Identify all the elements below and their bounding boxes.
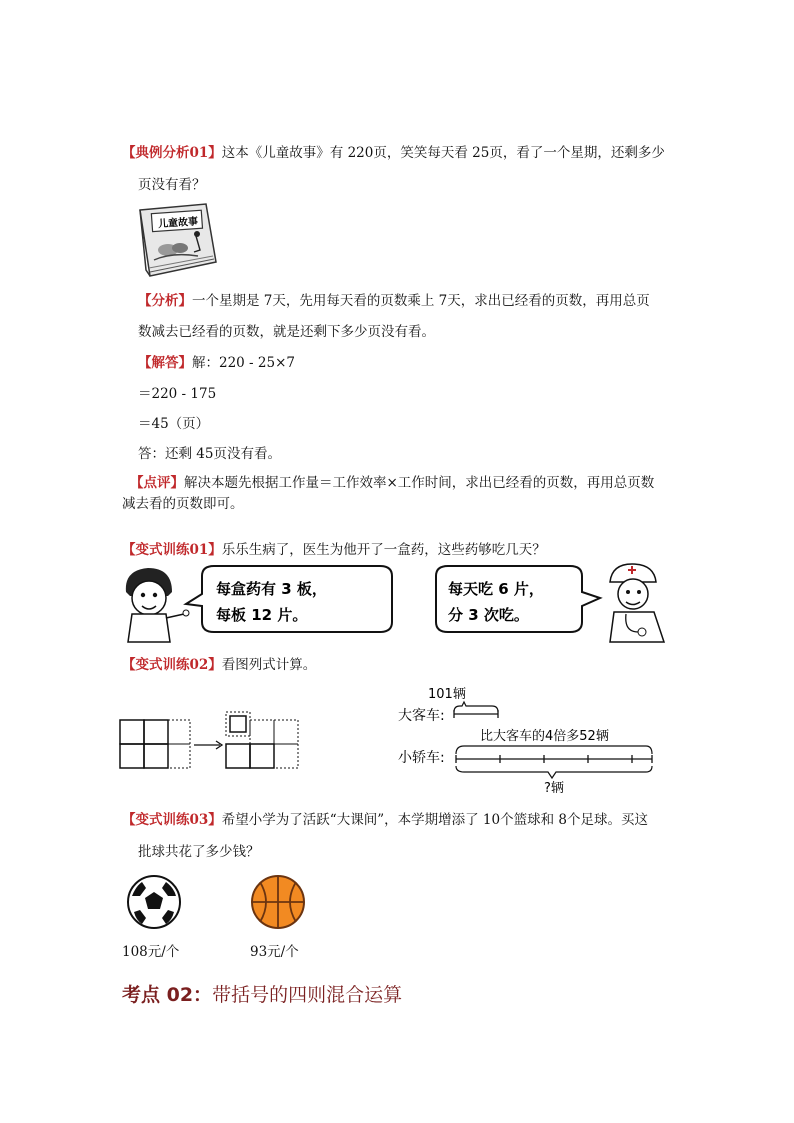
bubble-left-line2: 每板 12 片。 (216, 606, 308, 624)
bubble-left-line1: 每盒药有 3 板， (216, 580, 327, 598)
answer-lead: 解：220 - 25×7 (192, 355, 295, 371)
example-question-line1 (122, 143, 665, 163)
variant02-text: 看图列式计算。 (221, 657, 317, 673)
variant03-tag: 【变式训练03】 (122, 812, 222, 828)
analysis-text: 一个星期是 7天，先用每天看的页数乘上 7天，求出已经看的页数，再用总页 (192, 293, 650, 309)
bubble-right-line2: 分 3 次吃。 (448, 606, 529, 624)
comment-text: 解决本题先根据工作量＝工作效率×工作时间，求出已经看的页数，再用总页数 (184, 475, 655, 491)
book-illustration (136, 202, 220, 280)
answer-step2: ＝220 - 175 (138, 386, 217, 402)
variant01-text: 乐乐生病了，医生为他开了一盒药，这些药够吃几天？ (221, 542, 546, 558)
comment-line2: 减去看的页数即可。 (122, 496, 244, 512)
answer-line1 (138, 353, 295, 373)
example-question-line2: 页没有看？ (138, 177, 206, 193)
basketball-price: 93元/个 (250, 944, 299, 960)
analysis-line1 (138, 291, 650, 311)
big-bus-count: 101辆 (428, 687, 466, 702)
soccer-price: 108元/个 (122, 944, 180, 960)
bubble-right-line1: 每天吃 6 片， (448, 580, 544, 598)
answer-step3: ＝45（页） (138, 416, 210, 432)
variant02-line (122, 655, 316, 675)
variant03-text: 希望小学为了活跃“大课间”，本学期增添了 10个篮球和 8个足球。买这 (221, 812, 648, 828)
car-question: ?辆 (544, 781, 564, 796)
big-bus-label: 大客车: (398, 708, 445, 724)
boy-figure (126, 568, 189, 642)
medicine-illustration (118, 562, 674, 646)
answer-tag: 【解答】 (138, 355, 192, 371)
variant03-line2: 批球共花了多少钱？ (138, 844, 260, 860)
soccer-ball-icon (126, 874, 182, 930)
section-label: 考点 02： (122, 984, 213, 1006)
car-note: 比大客车的4倍多52辆 (480, 729, 609, 744)
book-cover-title: 儿童故事 (157, 216, 199, 231)
section-heading (122, 980, 402, 1007)
variant03-line1 (122, 810, 648, 830)
variant02-tag: 【变式训练02】 (122, 657, 222, 673)
section-title: 带括号的四则混合运算 (212, 984, 403, 1006)
variant01-line (122, 540, 546, 560)
line-segment-diagram (396, 682, 660, 796)
basketball-icon (250, 874, 306, 930)
example-tag: 【典例分析01】 (122, 145, 222, 161)
analysis-line2: 数减去已经看的页数，就是还剩下多少页没有看。 (138, 324, 435, 340)
comment-line1 (130, 473, 654, 493)
example-question-text: 这本《儿童故事》有 220页，笑笑每天看 25页，看了一个星期，还剩多少 (221, 145, 665, 161)
car-label: 小轿车: (398, 750, 445, 766)
doctor-figure (610, 564, 664, 642)
block-diagram (118, 710, 304, 772)
comment-tag: 【点评】 (130, 475, 184, 491)
answer-final: 答：还剩 45页没有看。 (138, 446, 281, 462)
variant01-tag: 【变式训练01】 (122, 542, 222, 558)
analysis-tag: 【分析】 (138, 293, 192, 309)
